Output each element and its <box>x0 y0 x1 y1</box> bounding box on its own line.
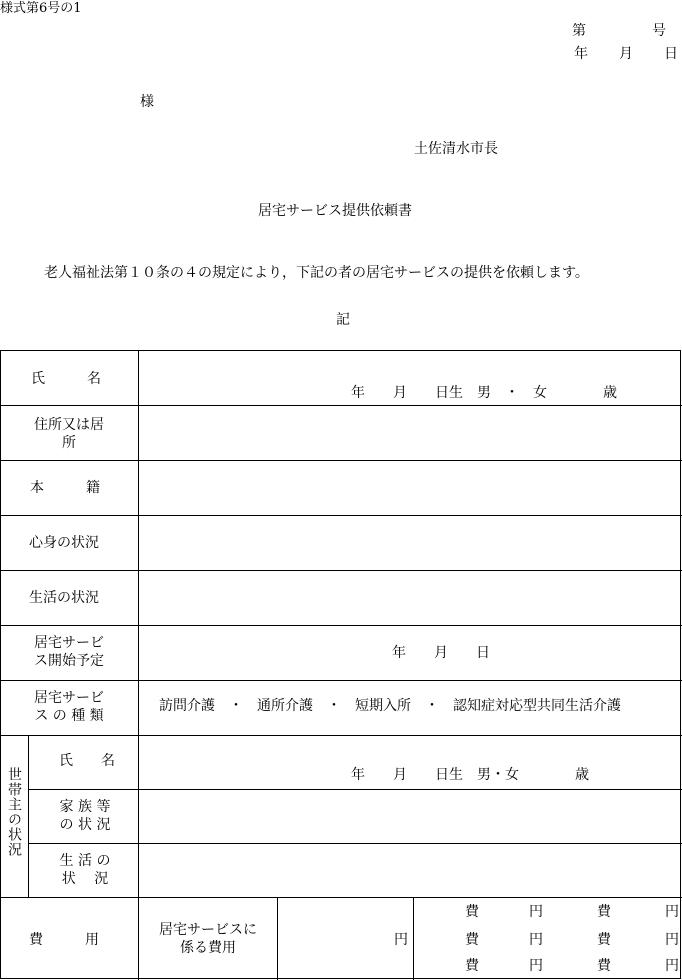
cost-sub-line2: 係る費用 <box>180 940 236 956</box>
name-birth-gender-age: 年 月 日生 男 ・ 女 歳 <box>351 385 617 401</box>
ki-marker: 記 <box>336 312 350 328</box>
breakdown-right-unit: 円 <box>665 904 679 920</box>
cost-sub-line1: 居宅サービスに <box>159 922 257 938</box>
family-label-line1: 家 族 等 <box>59 799 111 815</box>
column-divider <box>413 897 414 980</box>
breakdown-left-unit: 円 <box>529 904 543 920</box>
row-divider <box>1 405 682 406</box>
household-name-label: 氏 名 <box>59 753 115 769</box>
cost-label: 費 用 <box>29 932 99 948</box>
address-label-line2: 所 <box>62 435 76 451</box>
row-divider <box>1 897 682 898</box>
family-label-line2: の 状 況 <box>59 817 111 833</box>
type-label-line1: 居宅サービ <box>34 690 104 706</box>
breakdown-right-label: 費 <box>597 932 611 948</box>
breakdown-right-unit: 円 <box>665 932 679 948</box>
mind-body-label: 心身の状況 <box>29 535 99 551</box>
household-birth-gender-age: 年 月 日生 男・女 歳 <box>351 767 589 783</box>
start-date: 年 月 日 <box>392 645 490 661</box>
request-table <box>0 350 681 979</box>
breakdown-right-unit: 円 <box>665 958 679 974</box>
reference-number: 第 号 <box>572 23 668 39</box>
cost-sub-label <box>145 921 271 957</box>
column-divider <box>138 351 139 980</box>
address-label <box>21 416 117 452</box>
form-id: 様式第6号の1 <box>0 1 82 16</box>
row-divider <box>1 515 682 516</box>
household-group-label: 世帯主の状況 <box>6 767 22 857</box>
breakdown-right-label: 費 <box>597 958 611 974</box>
body-text: 老人福祉法第１０条の４の規定により，下記の者の居宅サービスの提供を依頼します。 <box>44 265 589 281</box>
hh-life-label-line2: 状 況 <box>61 871 109 887</box>
address-label-line1: 住所又は居 <box>34 417 104 433</box>
start-label <box>21 634 117 670</box>
column-divider <box>28 735 29 897</box>
row-divider <box>1 460 682 461</box>
addressee-suffix: 様 <box>140 94 154 110</box>
household-family-label <box>41 798 129 834</box>
breakdown-left-label: 費 <box>465 904 479 920</box>
breakdown-left-unit: 円 <box>529 958 543 974</box>
household-life-label <box>41 852 129 888</box>
sender-name: 土佐清水市長 <box>414 141 498 157</box>
row-divider <box>1 735 682 736</box>
row-divider <box>29 843 682 844</box>
document-title: 居宅サービス提供依頼書 <box>258 203 412 219</box>
name-label: 氏 名 <box>31 371 101 387</box>
start-label-line1: 居宅サービ <box>34 635 104 651</box>
breakdown-left-unit: 円 <box>529 932 543 948</box>
issue-date: 年 月 日 <box>574 46 679 62</box>
start-label-line2: ス開始予定 <box>34 653 104 669</box>
hh-life-label-line1: 生 活 の <box>59 853 111 869</box>
row-divider <box>1 570 682 571</box>
domicile-label: 本 籍 <box>30 480 100 496</box>
service-types: 訪問介護 ・ 通所介護 ・ 短期入所 ・ 認知症対応型共同生活介護 <box>159 698 621 714</box>
cost-yen-unit: 円 <box>394 932 408 948</box>
column-divider <box>277 897 278 980</box>
row-divider <box>1 680 682 681</box>
row-divider <box>29 789 682 790</box>
breakdown-left-label: 費 <box>465 932 479 948</box>
breakdown-left-label: 費 <box>465 958 479 974</box>
type-label <box>21 689 117 725</box>
type-label-line2: ス の 種 類 <box>34 708 104 724</box>
life-label: 生活の状況 <box>29 590 99 606</box>
breakdown-right-label: 費 <box>597 904 611 920</box>
row-divider <box>1 625 682 626</box>
